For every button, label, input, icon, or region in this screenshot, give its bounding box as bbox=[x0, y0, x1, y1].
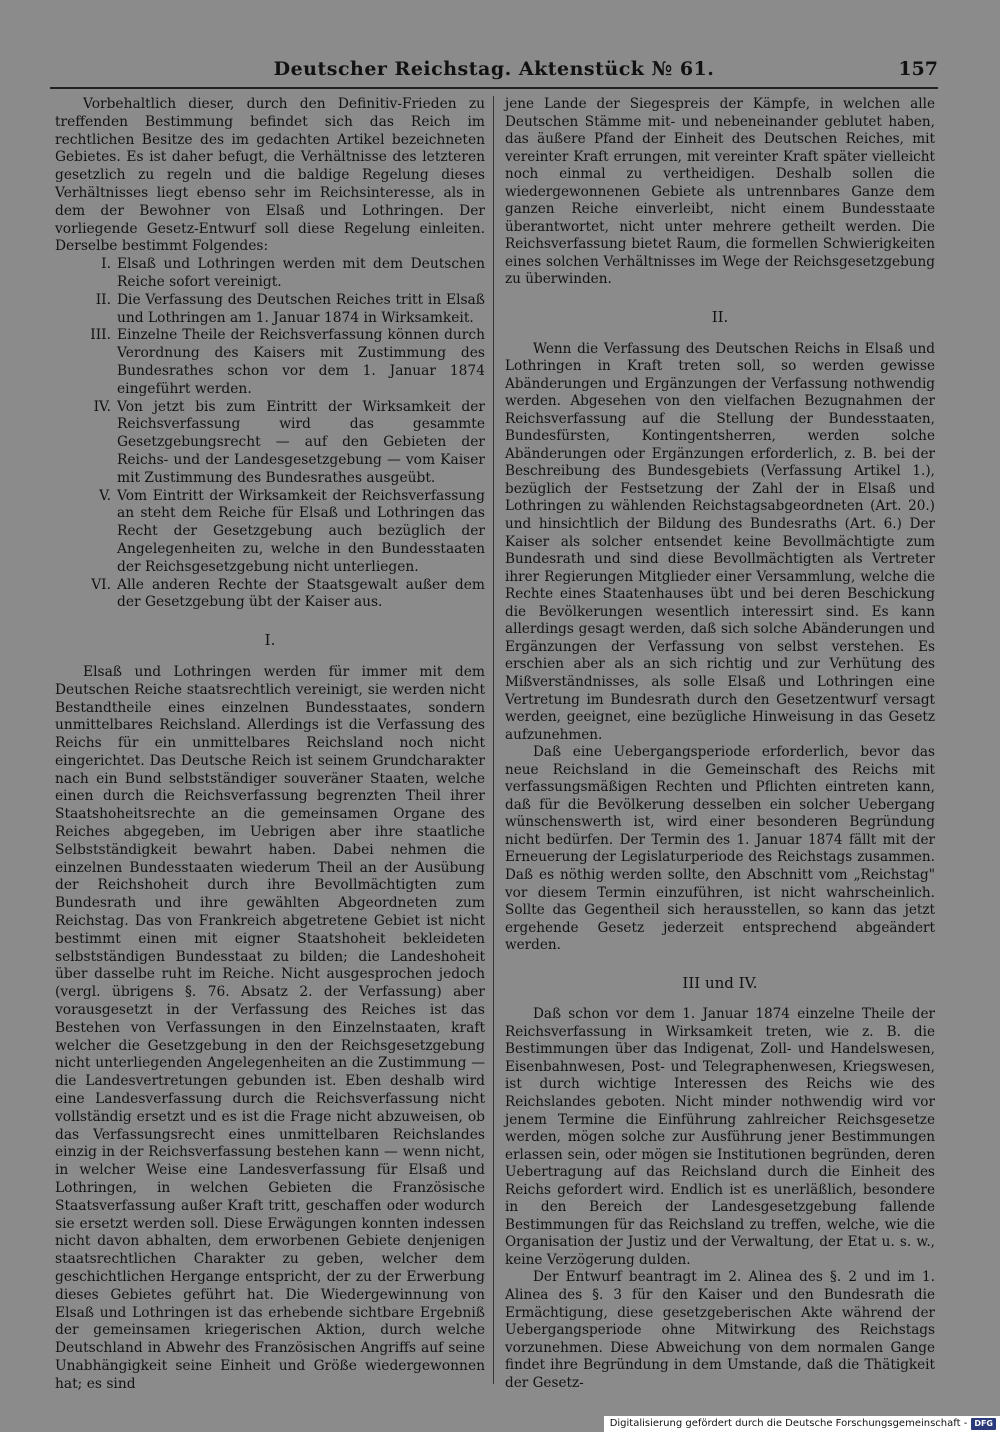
list-number: II. bbox=[95, 291, 111, 308]
header-title: Deutscher Reichstag. Aktenstück № 61. bbox=[273, 58, 715, 80]
list-text: Einzelne Theile der Reichsverfassung können durch Verordnung des Kaisers mit Zustimmung des Bundesrathes schon vor dem 1. Januar 1874 eingeführt werden. bbox=[117, 327, 485, 397]
list-text: Elsaß und Lothringen werden mit dem Deutschen Reiche sofort vereinigt. bbox=[117, 256, 485, 290]
list-number: VI. bbox=[91, 576, 111, 593]
section-II-paragraph-2: Daß eine Uebergangsperiode erforderlich, bevor das neue Reichsland in die Gemeinschaft des Reichs mit verfassungsmäßigen Rechten und Pflichten eintreten kann, daß für die Bevölkerung desselben ein solcher Uebergang wünschenswerth ist, wird einer besonderen Begründung nicht bedürfen. Der Termin des 1. Januar 1874 fällt mit der Erneuerung der Legislaturperiode des Reichstags zusammen. Daß es nöthig werden sollte, den Abschnitt vom „Reichstag" vor diesem Termin einzuführen, ist nicht wahrscheinlich. Sollte das Gegentheil sich herausstellen, so kann das jetzt ergehende Gesetz jederzeit entsprechend abgeändert werden. bbox=[505, 744, 935, 954]
digitization-footer bbox=[604, 1416, 1000, 1432]
dfg-logo-icon: DFG bbox=[971, 1418, 996, 1430]
list-item bbox=[55, 327, 485, 398]
footer-text: Digitalisierung gefördert durch die Deutsche Forschungsgemeinschaft - bbox=[609, 1418, 968, 1429]
continued-paragraph: jene Lande der Siegespreis der Kämpfe, in welchen alle Deutschen Stämme mit- und nebeneinander geblutet haben, das äußere Pfand der Einheit des Deutschen Reiches, mit vereinter Kraft errungen, mit vereinter Kraft später vielleicht noch einmal zu vertheidigen. Deshalb sollen die wiedergewonnenen Gebiete als untrennbares Ganze dem ganzen Reiche einverleibt, nicht einem Bundesstaate überantwortet, nicht unter mehrere getheilt werden. Die Reichsverfassung bietet Raum, die formellen Schwierigkeiten eines solchen Verhältnisses im Wege der Reichsgesetzgebung zu überwinden. bbox=[505, 96, 935, 288]
section-heading-I: I. bbox=[264, 631, 276, 650]
section-heading-II: II. bbox=[711, 308, 729, 327]
section-II-paragraph-1: Wenn die Verfassung des Deutschen Reichs in Elsaß und Lothringen in Kraft treten soll, so werden gewisse Abänderungen und Ergänzungen der Verfassung nothwendig werden. Abgesehen von den vielfachen Bezugnahmen der Reichsverfassung auf die Stellung der Bundesstaaten, Bundesfürsten, Kontingentsherren, werden solche Abänderungen oder Ergänzungen erforderlich, z. B. bei der Beschreibung des Bundesgebiets (Verfassung Artikel 1.), bezüglich der Festsetzung der Zahl der in Elsaß und Lothringen zu wählenden Reichstagsabgeordneten (Art. 20.) und hinsichtlich der Bildung des Bundesraths (Art. 6.) Der Kaiser als solcher entsendet keine Bevollmächtigte zum Bundesrath und sind diese Bevollmächtigten als Vertreter ihrer Regierungen Mitglieder einer Versammlung, welche die Rechte eines Staatenhauses übt und bei deren Beschickung die Bevölkerungen wesentlich interessirt sind. Es kann allerdings gesagt werden, daß sich solche Abänderungen und Ergänzungen der Verfassung von selbst verstehen. Es erschien aber als an sich richtig und zur Verhütung des Mißverständnisses, als solle Elsaß und Lothringen eine Vertretung im Bundesrath durch den Gesetzentwurf versagt werden, geeignet, eine bezügliche Hinweisung in das Gesetz aufzunehmen. bbox=[505, 340, 935, 743]
list-text: Vom Eintritt der Wirksamkeit der Reichsverfassung an steht dem Reiche für Elsaß und Lothringen das Recht der Gesetzgebung auch bezüglich der Angelegenheiten zu, welche in den Bundesstaaten der Reichsgesetzgebung nicht unterliegen. bbox=[117, 487, 485, 575]
column-divider bbox=[493, 96, 494, 1384]
page-header bbox=[50, 58, 938, 86]
section-III-paragraph-2: Der Entwurf beantragt im 2. Alinea des §. 2 und im 1. Alinea des §. 3 für den Kaiser und den Bundesrath die Ermächtigung, diese gesetzgeberischen Akte während der Uebergangsperiode ohne Mitwirkung des Reichstags vorzunehmen. Diese Abweichung von dem normalen Gange findet ihre Begründung in dem Umstande, daß die Thätigkeit der Gesetz- bbox=[505, 1269, 935, 1391]
list-item bbox=[55, 399, 485, 488]
page-number: 157 bbox=[898, 58, 938, 80]
list-number: IV. bbox=[93, 398, 111, 415]
list-item bbox=[55, 577, 485, 613]
list-number: I. bbox=[101, 256, 111, 273]
list-item bbox=[55, 256, 485, 292]
section-I-paragraph: Elsaß und Lothringen werden für immer mit dem Deutschen Reiche staatsrechtlich vereinigt, sie werden nicht Bestandtheile eines einzelnen Bundesstaates, sondern unmittelbares Reichsland. Allerdings ist die Verfassung des Reichs für ein unmittelbares Reichsland noch nicht eingerichtet. Das Deutsche Reich ist seinem Grundcharakter nach ein Bund selbstständiger souveräner Staaten, welche einen durch die Reichsverfassung begrenzten Theil ihrer Staatshoheitsrechte an die gemeinsamen Organe des Reiches abgegeben, im Uebrigen aber ihre staatliche Selbstständigkeit bewahrt haben. Dabei nehmen die einzelnen Bundesstaaten wiederum Theil an der Ausübung der Reichshoheit durch ihre Bevollmächtigten zum Bundesrath und ihre gewählten Abgeordneten zum Reichstag. Das von Frankreich abgetretene Gebiet ist nicht bestimmt einen mit eigner Staatshoheit bekleideten selbstständigen Bundesstaat zu bilden; die Landeshoheit über dasselbe ruht im Reiche. Nicht ausgesprochen jedoch (vergl. übrigens §. 76. Absatz 2. der Verfassung) aber vorausgesetzt in der Verfassung des Reiches ist das Bestehen von Verfassungen in den Einzelnstaaten, kraft welcher die Gesetzgebung in den der Reichsgesetzgebung nicht unterliegenden Angelegenheiten an die Zustimmung — die Landesvertretungen gebunden ist. Eben deshalb wird eine Landesverfassung durch die Reichsverfassung nicht vollständig ersetzt und es ist die Frage nicht abzuweisen, ob das Verfassungsrecht eines unmittelbaren Reichslandes einzig in der Reichsverfassung bestehen kann — wenn nicht, in welcher Weise eine Landesverfassung für Elsaß und Lothringen, in welchen Gebieten die Französische Staatsverfassung außer Kraft tritt, geschaffen oder wodurch sie ersetzt werden soll. Diese Erwägungen konnten indessen nicht davon abhalten, dem erworbenen Gebiete denjenigen staatsrechtlichen Charakter zu geben, welcher dem geschichtlichen Hergange entspricht, der zu der Erwerbung dieses Gebietes geführt hat. Die Wiedergewinnung von Elsaß und Lothringen ist das erhebende sichtbare Ergebniß der gemeinsamen kriegerischen Aktion, durch welche Deutschland in Abwehr des Französischen Angriffs auf seine Unabhängigkeit seine Einheit und Größe wiedergewonnen hat; es sind bbox=[55, 663, 485, 1392]
intro-paragraph: Vorbehaltlich dieser, durch den Definitiv-Frieden zu treffenden Bestimmung befindet sich das Reich im rechtlichen Besitze des im gedachten Artikel bezeichneten Gebietes. Es ist daher befugt, die Verhältnisse des letzteren gesetzlich zu regeln und die baldige Regelung dieses Verhältnisses liegt ebenso sehr im Reichsinteresse, als in dem der Bewohner von Elsaß und Lothringen. Der vorliegende Gesetz-Entwurf soll diese Regelung einleiten. Derselbe bestimmt Folgendes: bbox=[55, 96, 485, 255]
list-item bbox=[55, 292, 485, 328]
left-column bbox=[55, 96, 485, 1394]
list-number: III. bbox=[90, 327, 111, 344]
list-text: Alle anderen Rechte der Staatsgewalt außer dem der Gesetzgebung übt der Kaiser aus. bbox=[117, 576, 485, 611]
section-III-paragraph-1: Daß schon vor dem 1. Januar 1874 einzelne Theile der Reichsverfassung in Wirksamkeit treten, wie z. B. die Bestimmungen über das Indigenat, Zoll- und Handelswesen, Eisenbahnwesen, Post- und Telegraphenwesen, Kriegswesen, ist durch wichtige Interessen des Reichs wie des Reichslandes geboten. Nicht minder nothwendig wird vor jenem Termine die Einführung zahlreicher Reichsgesetze werden, mögen solche zur Ausführung jener Bestimmungen erlassen sein, oder mögen sie Institutionen begründen, deren Uebertragung auf das Reichsland durch die Einheit des Reichs gefordert wird. Endlich ist es unerläßlich, besondere in den Bereich der Landesgesetzgebung fallende Bestimmungen für das Reichsland zu treffen, welche, wie die Organisation der Justiz und der Verwaltung, der Etat u. s. w., keine Verzögerung dulden. bbox=[505, 1006, 935, 1268]
section-heading-III-IV: III und IV. bbox=[682, 973, 758, 992]
header-rule bbox=[50, 87, 938, 89]
list-text: Die Verfassung des Deutschen Reiches tritt in Elsaß und Lothringen am 1. Januar 1874 in Wirksamkeit. bbox=[117, 291, 485, 326]
list-text: Von jetzt bis zum Eintritt der Wirksamkeit der Reichsverfassung wird das gesammte Gesetzgebungsrecht — auf den Gebieten der Reichs- und der Landesgesetzgebung — vom Kaiser mit Zustimmung des Bundesrathes ausgeübt. bbox=[117, 398, 485, 486]
list-number: V. bbox=[99, 487, 111, 504]
list-item bbox=[55, 488, 485, 577]
right-column bbox=[505, 96, 935, 1392]
